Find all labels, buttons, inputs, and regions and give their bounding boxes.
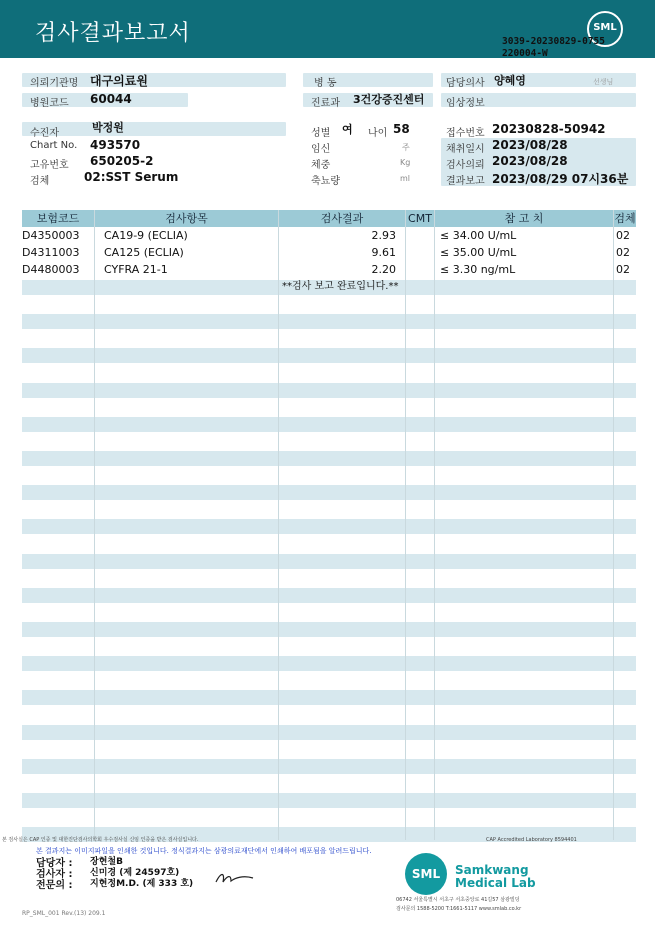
chart-label: Chart No. bbox=[30, 140, 78, 151]
table-row-stripe bbox=[22, 690, 636, 705]
table-row-stripe bbox=[22, 759, 636, 774]
row-item: CA19-9 (ECLIA) bbox=[104, 229, 188, 242]
form-code: RP_SML_001 Rev.(13) 209.1 bbox=[22, 910, 106, 917]
request-value: 2023/08/28 bbox=[492, 154, 568, 168]
row-ref: ≤ 34.00 U/mL bbox=[440, 229, 517, 242]
row-result: 2.93 bbox=[371, 229, 396, 242]
specimen-value: 02:SST Serum bbox=[84, 170, 179, 184]
row-specimen: 02 bbox=[616, 263, 630, 276]
reporter-label: 담당자 : bbox=[36, 858, 73, 869]
column-divider bbox=[405, 210, 406, 840]
weight-label: 체중 bbox=[311, 160, 331, 171]
collect-value: 2023/08/28 bbox=[492, 138, 568, 152]
request-label: 검사의뢰 bbox=[446, 160, 485, 171]
table-row-stripe bbox=[22, 725, 636, 740]
page-title: 검사결과보고서 bbox=[35, 21, 191, 46]
row-code: D4350003 bbox=[22, 229, 80, 242]
table-row-stripe bbox=[22, 554, 636, 569]
reporter-value: 장현철B bbox=[90, 857, 123, 867]
sex-label: 성별 bbox=[311, 128, 331, 139]
contact: 검사문의 1588-5200 T:1661-5117 www.smlab.co.kr bbox=[396, 906, 522, 912]
address: 06742 서울특별시 서초구 서초중앙로 41길57 삼광빌딩 bbox=[396, 897, 520, 903]
dept-value: 3건강증진센터 bbox=[353, 93, 425, 106]
header-bar bbox=[0, 0, 655, 58]
preg-label: 임신 bbox=[311, 144, 331, 155]
table-row-stripe bbox=[22, 622, 636, 637]
column-divider bbox=[434, 210, 435, 840]
complete-note: **검사 보고 완료입니다.** bbox=[282, 281, 399, 292]
examiner-value: 신미경 (제 24597호) bbox=[90, 868, 180, 878]
row-specimen: 02 bbox=[616, 246, 630, 259]
age-value: 58 bbox=[393, 122, 410, 136]
table-row-stripe bbox=[22, 519, 636, 534]
info-bar bbox=[22, 122, 286, 136]
table-row-stripe bbox=[22, 793, 636, 808]
doctor-value: 양혜영 bbox=[494, 74, 526, 87]
col-header-result: 검사결과 bbox=[279, 210, 405, 227]
dept-label: 진료과 bbox=[311, 98, 340, 109]
signature-mark bbox=[213, 870, 257, 886]
hospital-code-value: 60044 bbox=[90, 92, 132, 106]
table-row-stripe bbox=[22, 417, 636, 432]
doctor-suffix: 선생님 bbox=[593, 78, 614, 86]
sml-logo: SML bbox=[587, 11, 623, 47]
specialist-value: 지현정M.D. (제 333 호) bbox=[90, 879, 194, 889]
row-ref: ≤ 3.30 ng/mL bbox=[440, 263, 516, 276]
row-item: CA125 (ECLIA) bbox=[104, 246, 184, 259]
cap-note: CAP Accredited Laboratory 8594401 bbox=[486, 837, 577, 843]
sex-value: 여 bbox=[342, 123, 353, 136]
receipt-label: 접수번호 bbox=[446, 128, 485, 139]
report-code: 3039-20230829-0755 bbox=[502, 36, 605, 47]
col-header-code: 보험코드 bbox=[22, 210, 94, 227]
report-label: 결과보고 bbox=[446, 176, 485, 187]
table-row-stripe bbox=[22, 485, 636, 500]
row-result: 9.61 bbox=[371, 246, 396, 259]
column-divider bbox=[278, 210, 279, 840]
id-value: 650205-2 bbox=[90, 154, 154, 168]
row-code: D4480003 bbox=[22, 263, 80, 276]
examiner-label: 검사자 : bbox=[36, 869, 73, 880]
col-header-specimen: 검체 bbox=[614, 212, 636, 225]
col-header-item: 검사항목 bbox=[95, 210, 278, 227]
notice: 본 결과지는 이미지파일을 인쇄한 것입니다. 정식결과지는 삼광의료재단에서 인쇄하여 배포됨을 알려드립니다. bbox=[36, 847, 372, 855]
row-specimen: 02 bbox=[616, 229, 630, 242]
table-row-stripe bbox=[22, 656, 636, 671]
doctor-label: 담당의사 bbox=[446, 78, 485, 89]
receipt-value: 20230828-50942 bbox=[492, 122, 606, 136]
table-row-stripe bbox=[22, 314, 636, 329]
row-item: CYFRA 21-1 bbox=[104, 263, 168, 276]
report-subcode: 220004-W bbox=[502, 48, 548, 59]
row-result: 2.20 bbox=[371, 263, 396, 276]
row-code: D4311003 bbox=[22, 246, 80, 259]
patient-label: 수진자 bbox=[30, 128, 59, 139]
age-label: 나이 bbox=[368, 128, 388, 139]
institution-value: 대구의료원 bbox=[90, 74, 148, 88]
column-divider bbox=[94, 210, 95, 840]
specialist-label: 전문의 : bbox=[36, 880, 73, 891]
clinical-label: 임상정보 bbox=[446, 98, 485, 109]
id-label: 고유번호 bbox=[30, 160, 69, 171]
column-divider bbox=[613, 210, 614, 840]
samkwang-brand: Samkwang Medical Lab bbox=[455, 863, 536, 890]
fine-print: 본 검사실은 CAP 인증 및 대한진단검사의학회 우수검사실 신임 인증을 받은 검사실입니다. bbox=[2, 837, 199, 843]
urine-unit: ml bbox=[400, 174, 411, 183]
ward-label: 병 동 bbox=[314, 78, 337, 89]
table-row-stripe bbox=[22, 451, 636, 466]
row-ref: ≤ 35.00 U/mL bbox=[440, 246, 517, 259]
specimen-label: 검체 bbox=[30, 176, 50, 187]
table-row-stripe bbox=[22, 588, 636, 603]
urine-label: 축뇨량 bbox=[311, 176, 340, 187]
collect-label: 채취일시 bbox=[446, 144, 485, 155]
preg-unit: 주 bbox=[402, 143, 410, 152]
table-row-stripe bbox=[22, 383, 636, 398]
hospital-code-label: 병원코드 bbox=[30, 98, 69, 109]
weight-unit: Kg bbox=[400, 158, 411, 167]
samkwang-logo-icon: SML bbox=[405, 853, 447, 895]
col-header-ref: 참 고 치 bbox=[435, 210, 613, 227]
col-header-cmt: CMT bbox=[406, 210, 434, 227]
report-value: 2023/08/29 07시36분 bbox=[492, 172, 629, 186]
institution-label: 의뢰기관명 bbox=[30, 78, 79, 89]
chart-value: 493570 bbox=[90, 138, 141, 152]
patient-value: 박정원 bbox=[92, 121, 124, 134]
table-row-stripe bbox=[22, 348, 636, 363]
